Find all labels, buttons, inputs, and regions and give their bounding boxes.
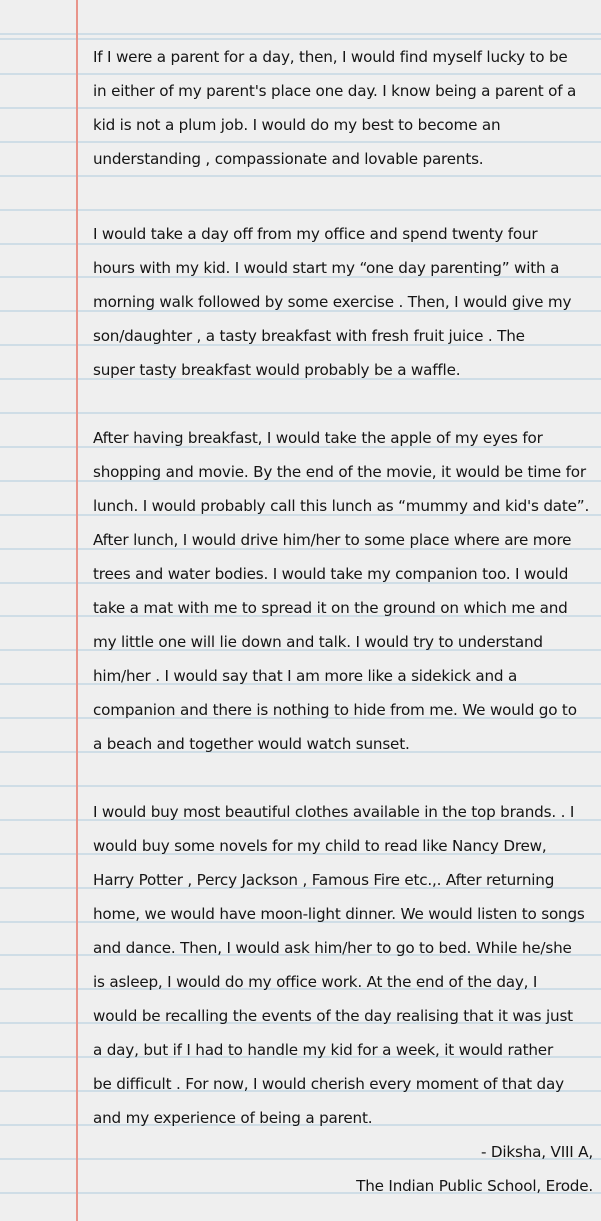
ruled-line (0, 73, 601, 75)
ruled-line (0, 209, 601, 211)
ruled-line (0, 175, 601, 177)
essay-line: in either of my parent's place one day. I know being a parent of a (93, 82, 577, 100)
essay-line: and dance. Then, I would ask him/her to go to bed. While he/she (93, 939, 572, 957)
ruled-line (0, 38, 601, 40)
essay-line: kid is not a plum job. I would do my best to become an (93, 116, 501, 134)
essay-line: If I were a parent for a day, then, I would find myself lucky to be (93, 48, 568, 66)
essay-line: After lunch, I would drive him/her to some place where are more (93, 531, 572, 549)
essay-line: a beach and together would watch sunset. (93, 735, 410, 753)
essay-line: home, we would have moon-light dinner. We would listen to songs (93, 905, 585, 923)
essay-line: lunch. I would probably call this lunch as “mummy and kid's date”. (93, 497, 590, 515)
essay-line: I would take a day off from my office and spend twenty four (93, 225, 538, 243)
essay-line: I would buy most beautiful clothes available in the top brands. . I (93, 803, 575, 821)
ruled-line (0, 33, 601, 35)
margin-line (76, 0, 78, 1221)
essay-line: shopping and movie. By the end of the movie, it would be time for (93, 463, 586, 481)
essay-line: would buy some novels for my child to read like Nancy Drew, (93, 837, 547, 855)
essay-line: be difficult . For now, I would cherish every moment of that day (93, 1075, 564, 1093)
essay-line: my little one will lie down and talk. I would try to understand (93, 633, 543, 651)
essay-line: is asleep, I would do my office work. At the end of the day, I (93, 973, 538, 991)
essay-line: super tasty breakfast would probably be a waffle. (93, 361, 461, 379)
essay-line: trees and water bodies. I would take my companion too. I would (93, 565, 569, 583)
ruled-line (0, 785, 601, 787)
signature-school: The Indian Public School, Erode. (356, 1177, 593, 1195)
essay-line: After having breakfast, I would take the apple of my eyes for (93, 429, 543, 447)
ruled-line (0, 243, 601, 245)
ruled-line (0, 412, 601, 414)
essay-line: him/her . I would say that I am more like a sidekick and a (93, 667, 518, 685)
ruled-line (0, 107, 601, 109)
essay-line: understanding , compassionate and lovable parents. (93, 150, 484, 168)
essay-line: would be recalling the events of the day realising that it was just (93, 1007, 573, 1025)
essay-line: a day, but if I had to handle my kid for a week, it would rather (93, 1041, 553, 1059)
essay-line: companion and there is nothing to hide from me. We would go to (93, 701, 577, 719)
ruled-line (0, 141, 601, 143)
essay-line: Harry Potter , Percy Jackson , Famous Fire etc.,. After returning (93, 871, 555, 889)
essay-line: take a mat with me to spread it on the ground on which me and (93, 599, 568, 617)
essay-line: hours with my kid. I would start my “one day parenting” with a (93, 259, 560, 277)
signature-author: - Diksha, VIII A, (481, 1143, 593, 1161)
essay-line: morning walk followed by some exercise . Then, I would give my (93, 293, 572, 311)
essay-line: and my experience of being a parent. (93, 1109, 373, 1127)
essay-line: son/daughter , a tasty breakfast with fresh fruit juice . The (93, 327, 525, 345)
